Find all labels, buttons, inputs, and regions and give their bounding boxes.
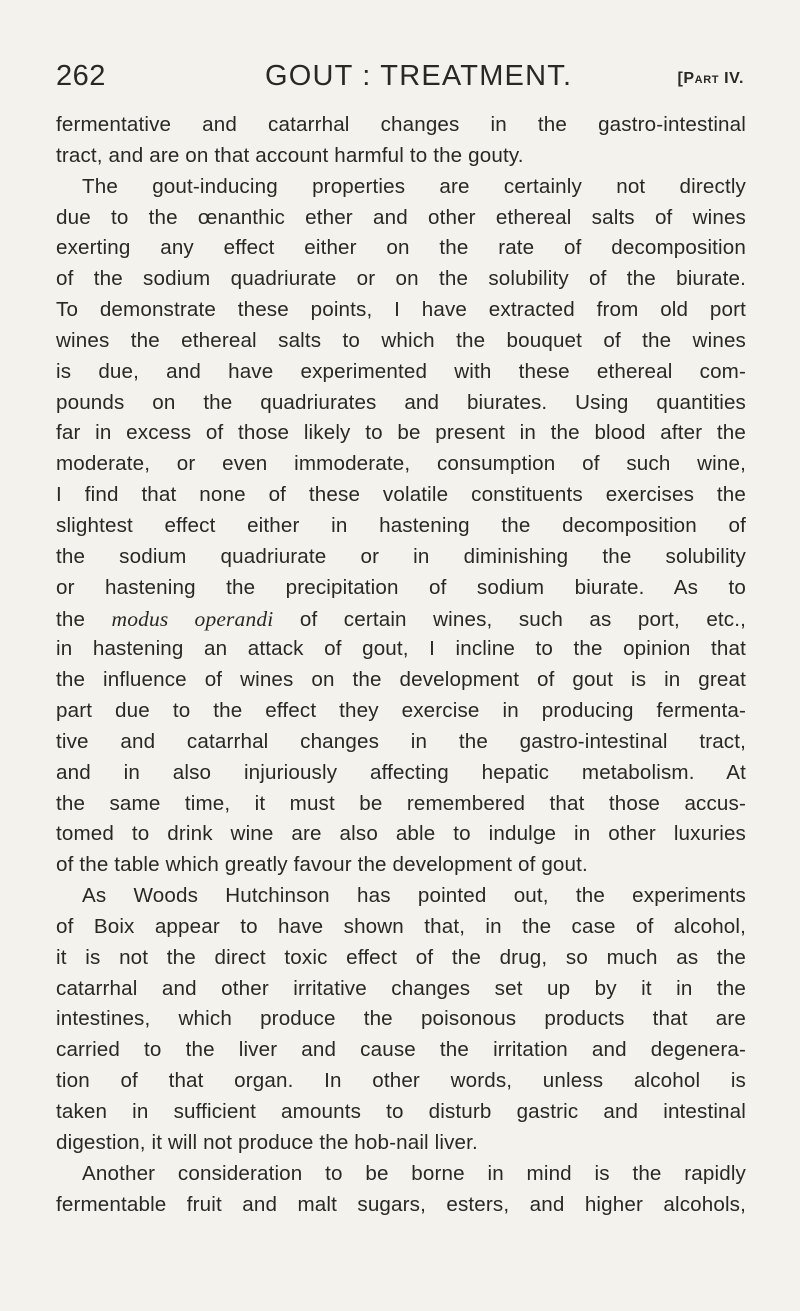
italic-phrase: modus operandi <box>111 606 274 631</box>
text-line-mixed <box>56 604 746 635</box>
text-fragment: of certain wines, such as port, etc., <box>299 607 746 631</box>
text-line: or hastening the precipitation of sodium biurate. As to <box>56 575 746 599</box>
text-line: fermentative and catarrhal changes in the gastro-intestinal <box>56 113 746 136</box>
section-marker: [Part IV. <box>677 70 744 87</box>
book-page <box>56 56 746 1220</box>
text-line: the same time, it must be remembered that those accus- <box>56 791 746 815</box>
text-line: digestion, it will not produce the hob-nail liver. <box>56 1130 478 1154</box>
text-line: fermentable fruit and malt sugars, esters, and higher alcohols, <box>56 1192 746 1216</box>
text-fragment: the <box>56 607 86 631</box>
text-line: of the table which greatly favour the development of gout. <box>56 853 588 877</box>
running-title: GOUT : TREATMENT. <box>265 60 573 92</box>
text-line: part due to the effect they exercise in producing fermenta- <box>56 699 746 723</box>
text-line: tract, and are on that account harmful to the gouty. <box>56 143 524 167</box>
text-line: due to the œnanthic ether and other ethereal salts of wines <box>56 205 746 229</box>
text-line: tion of that organ. In other words, unless alcohol is <box>56 1069 746 1093</box>
text-line: is due, and have experimented with these ethereal com- <box>56 359 746 383</box>
text-line: As Woods Hutchinson has pointed out, the experiments <box>82 884 746 908</box>
text-line: pounds on the quadriurates and biurates. Using quantities <box>56 390 746 414</box>
text-line: Another consideration to be borne in mind is the rapidly <box>82 1161 746 1185</box>
text-line: and in also injuriously affecting hepatic metabolism. At <box>56 760 746 784</box>
text-line: catarrhal and other irritative changes set up by it in the <box>56 976 746 1000</box>
text-line: moderate, or even immoderate, consumption of such wine, <box>56 452 746 476</box>
text-line: the sodium quadriurate or in diminishing the solubility <box>56 544 746 568</box>
text-line: it is not the direct toxic effect of the drug, so much as the <box>56 945 746 969</box>
text-line: of Boix appear to have shown that, in the case of alcohol, <box>56 914 746 938</box>
text-line: far in excess of those likely to be present in the blood after the <box>56 421 746 445</box>
text-line: wines the ethereal salts to which the bouquet of the wines <box>56 328 746 352</box>
text-line: taken in sufficient amounts to disturb gastric and intestinal <box>56 1100 746 1123</box>
text-line: in hastening an attack of gout, I incline to the opinion that <box>56 637 746 661</box>
page-number: 262 <box>56 60 106 92</box>
page-header <box>56 56 746 96</box>
text-line: of the sodium quadriurate or on the solubility of the biurate. <box>56 267 746 291</box>
text-line: tomed to drink wine are also able to indulge in other luxuries <box>56 822 746 846</box>
text-line: tive and catarrhal changes in the gastro-intestinal tract, <box>56 729 746 753</box>
text-line: the influence of wines on the development of gout is in great <box>56 668 746 692</box>
text-line: intestines, which produce the poisonous products that are <box>56 1007 746 1031</box>
text-line: The gout-inducing properties are certainly not directly <box>82 174 746 198</box>
text-line: carried to the liver and cause the irritation and degenera- <box>56 1038 746 1062</box>
text-line: exerting any effect either on the rate of decomposition <box>56 236 746 260</box>
text-line: To demonstrate these points, I have extracted from old port <box>56 298 746 322</box>
text-line: slightest effect either in hastening the decomposition of <box>56 513 746 537</box>
text-line: I find that none of these volatile constituents exercises the <box>56 483 746 507</box>
body-text <box>56 110 746 1220</box>
